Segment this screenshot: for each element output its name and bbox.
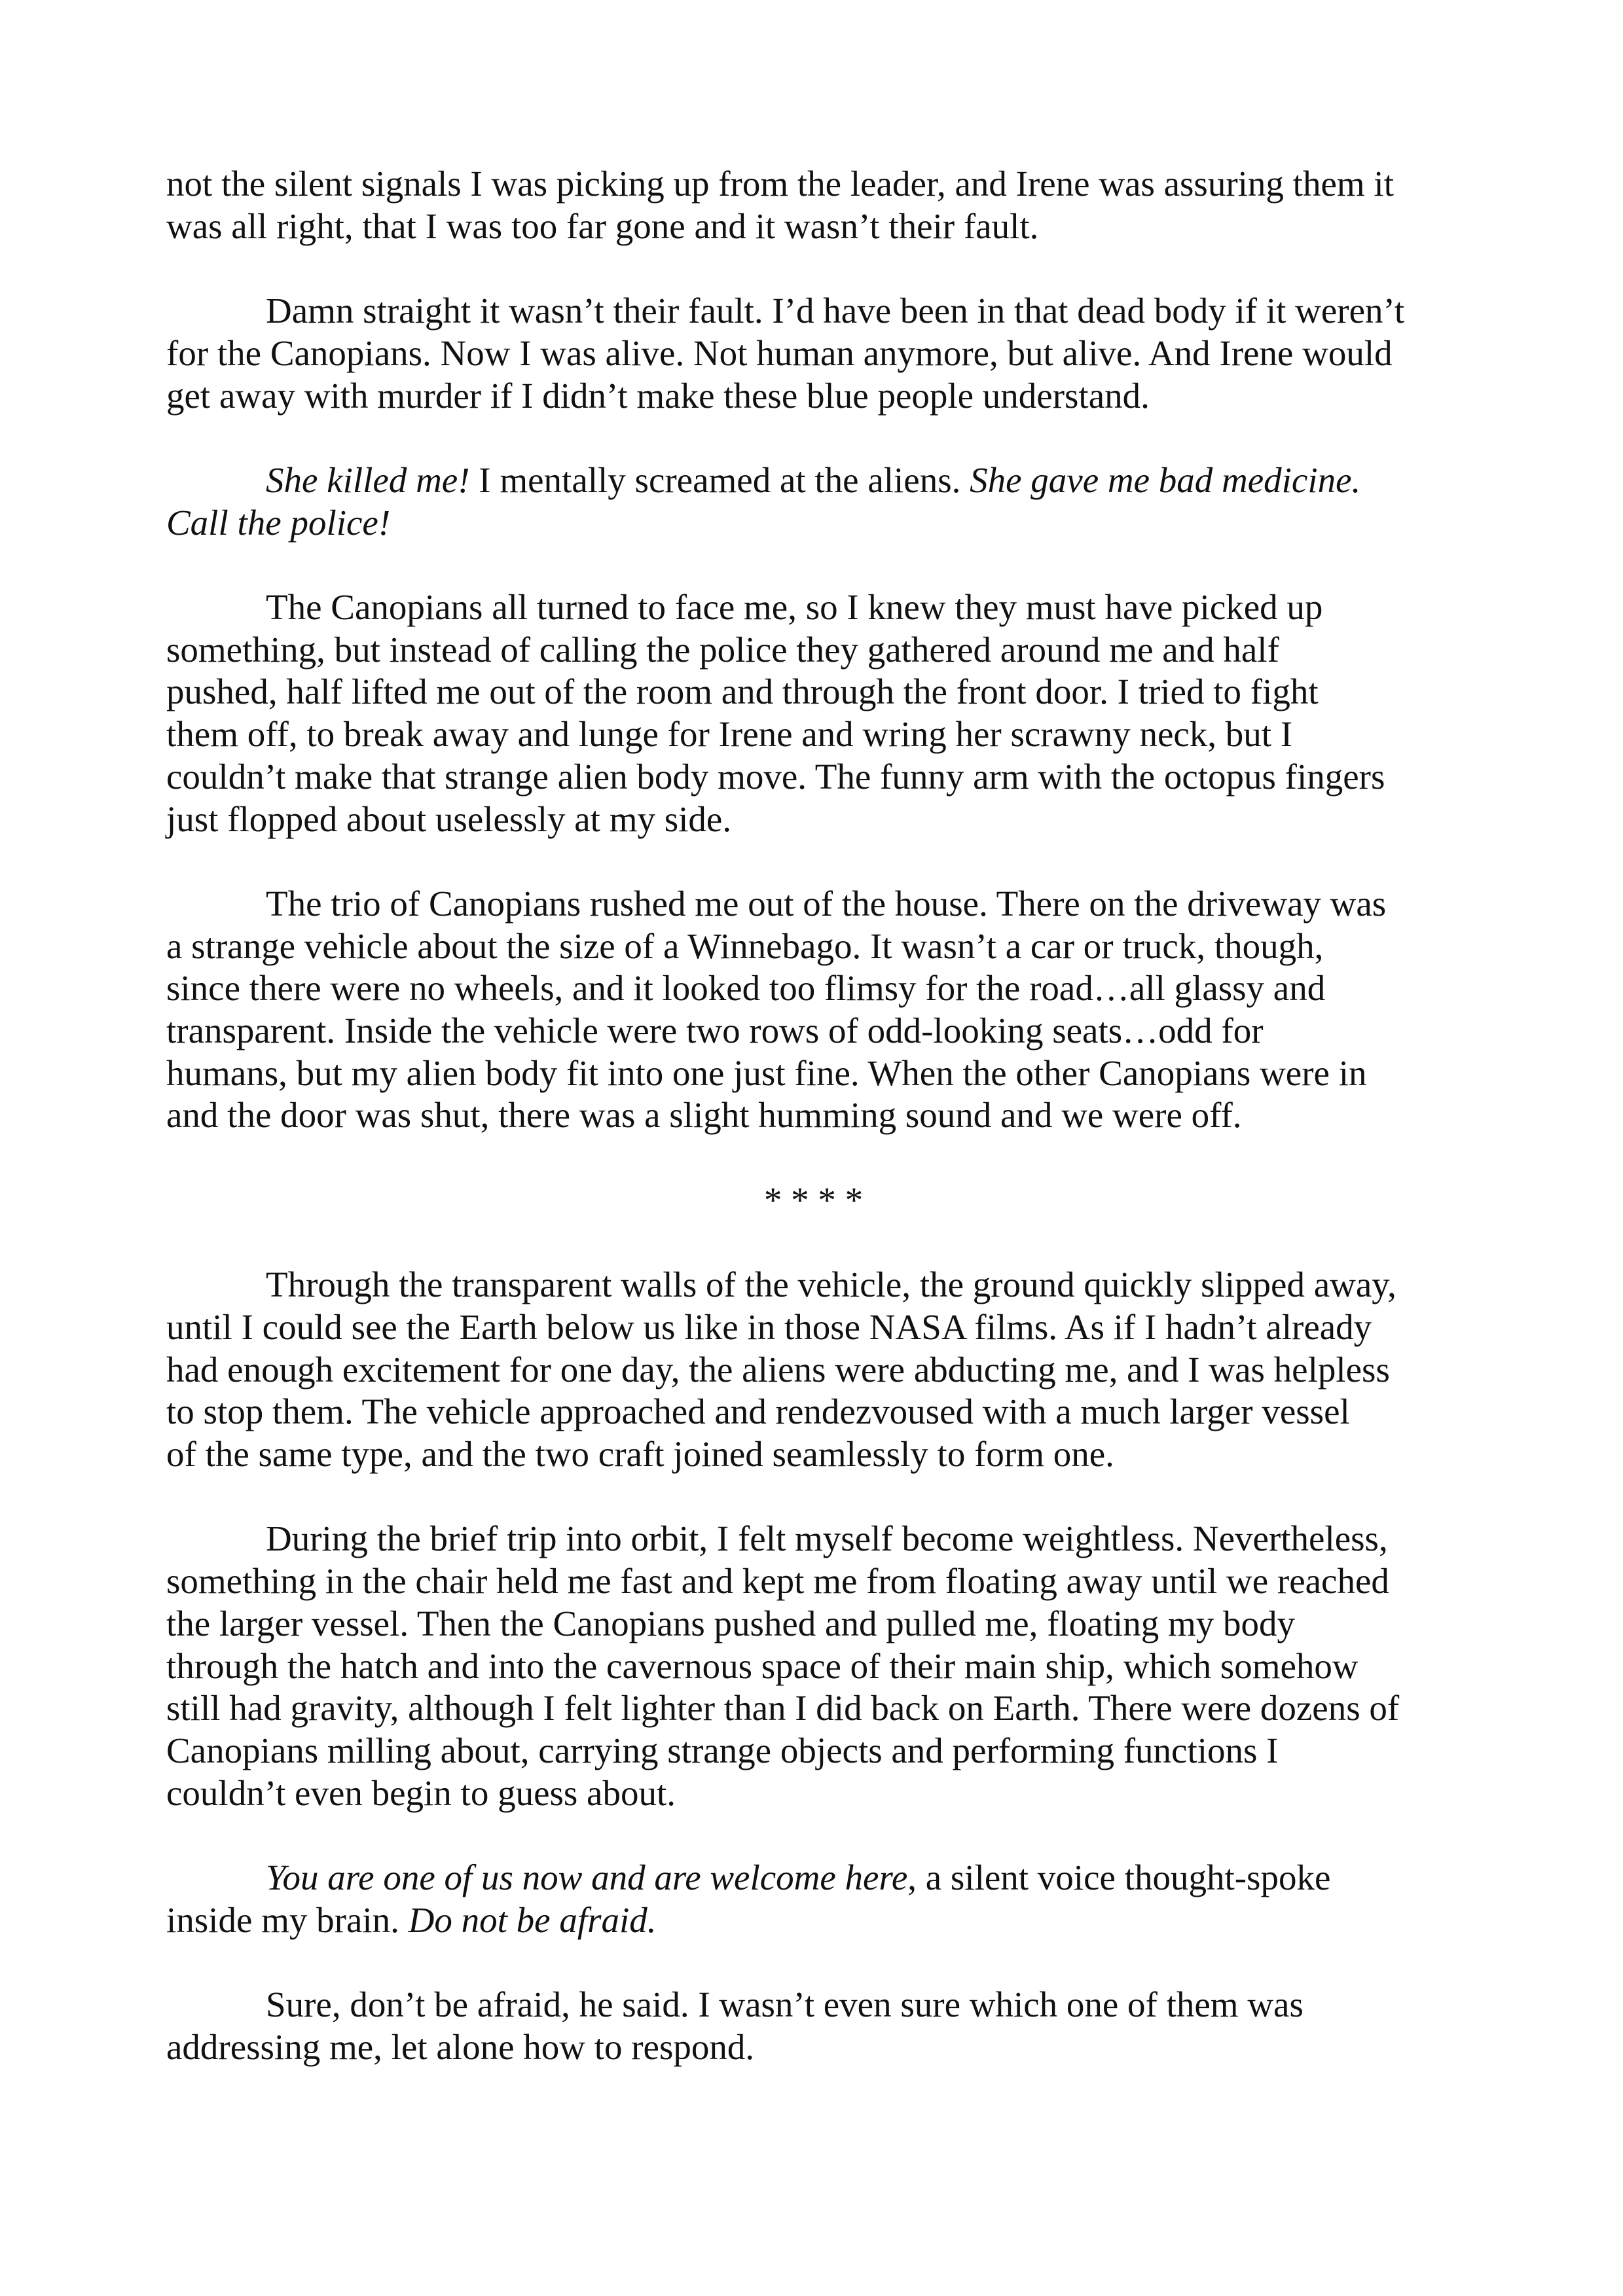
text-line [166, 1179, 1461, 1222]
text-segment: to stop them. The vehicle approached and rendezvoused with a much larger vessel [166, 1391, 1350, 1432]
text-segment: through the hatch and into the cavernous space of their main ship, which somehow [166, 1645, 1359, 1686]
text-segment: something, but instead of calling the police they gathered around me and half [166, 629, 1279, 670]
text-line [166, 459, 1476, 502]
text-segment: get away with murder if I didn’t make these blue people understand. [166, 375, 1150, 416]
text-segment: inside my brain. [166, 1899, 409, 1940]
text-segment: of the same type, and the two craft joined seamlessly to form one. [166, 1434, 1114, 1474]
text-segment: Through the transparent walls of the vehicle, the ground quickly slipped away, [266, 1265, 1396, 1305]
text-segment: Damn straight it wasn’t their fault. I’d have been in that dead body if it weren’t [266, 291, 1405, 331]
italic-text: Call the police! [166, 502, 391, 543]
text-line [166, 290, 1476, 332]
paragraph [166, 1264, 1476, 1476]
text-line [166, 1094, 1476, 1137]
text-segment: transparent. Inside the vehicle were two rows of odd-looking seats…odd for [166, 1011, 1264, 1050]
text-segment: couldn’t make that strange alien body move. The funny arm with the octopus fingers [166, 756, 1385, 797]
text-line [166, 1518, 1476, 1560]
text-line [166, 1560, 1476, 1603]
paragraph [166, 1518, 1476, 1814]
text-line [166, 502, 1476, 545]
text-line [166, 883, 1476, 925]
paragraph [166, 883, 1476, 1137]
text-segment: something in the chair held me fast and kept me from floating away until we reached [166, 1561, 1389, 1602]
text-line [166, 1730, 1476, 1772]
text-line [166, 375, 1476, 418]
paragraph [166, 459, 1476, 544]
text-line [166, 332, 1476, 375]
text-segment: and the door was shut, there was a slight humming sound and we were off. [166, 1095, 1242, 1136]
paragraph [166, 1984, 1476, 2068]
text-segment: a strange vehicle about the size of a Winnebago. It wasn’t a car or truck, though, [166, 925, 1324, 966]
text-line [166, 1052, 1476, 1095]
text-line [166, 1984, 1476, 2026]
text-segment: not the silent signals I was picking up from the leader, and Irene was assuring them it [166, 164, 1394, 204]
document-page [166, 163, 1476, 2111]
text-segment: addressing me, let alone how to respond. [166, 2026, 755, 2067]
text-line [166, 1264, 1476, 1306]
text-line [166, 1645, 1476, 1688]
text-segment: , a silent voice thought-spoke [907, 1857, 1331, 1897]
text-segment: Sure, don’t be afraid, he said. I wasn’t even sure which one of them was [266, 1984, 1304, 2025]
text-segment: pushed, half lifted me out of the room and through the front door. I tried to fight [166, 672, 1319, 712]
text-line [166, 586, 1476, 629]
text-line [166, 1687, 1476, 1730]
text-line [166, 206, 1476, 248]
text-line [166, 671, 1476, 713]
text-line [166, 1391, 1476, 1433]
text-line [166, 967, 1476, 1010]
text-segment: until I could see the Earth below us like in those NASA films. As if I hadn’t already [166, 1306, 1372, 1347]
text-segment: was all right, that I was too far gone and it wasn’t their fault. [166, 206, 1039, 246]
text-segment: couldn’t even begin to guess about. [166, 1772, 676, 1813]
text-line [166, 1899, 1476, 1942]
text-segment: the larger vessel. Then the Canopians pushed and pulled me, floating my body [166, 1603, 1295, 1643]
text-segment: humans, but my alien body fit into one just fine. When the other Canopians were in [166, 1052, 1367, 1093]
text-line [166, 756, 1476, 798]
text-segment: * * * * [763, 1179, 864, 1220]
text-segment: still had gravity, although I felt lighter than I did back on Earth. There were dozens of [166, 1688, 1400, 1729]
text-line [166, 925, 1476, 968]
italic-text: You are one of us now and are welcome here [266, 1857, 908, 1897]
text-segment: I mentally screamed at the aliens. [469, 459, 970, 500]
paragraph [166, 586, 1476, 840]
italic-text: She killed me! [266, 459, 470, 500]
text-segment: During the brief trip into orbit, I felt myself become weightless. Nevertheless, [266, 1518, 1388, 1559]
paragraph [166, 1857, 1476, 1941]
text-line [166, 629, 1476, 672]
paragraph [166, 290, 1476, 417]
text-line [166, 1772, 1476, 1815]
text-segment: them off, to break away and lunge for Irene and wring her scrawny neck, but I [166, 714, 1293, 755]
text-line [166, 1306, 1476, 1349]
text-segment: for the Canopians. Now I was alive. Not human anymore, but alive. And Irene would [166, 332, 1393, 373]
text-line [166, 713, 1476, 756]
text-segment: The trio of Canopians rushed me out of the house. There on the driveway was [266, 883, 1387, 924]
text-line [166, 2026, 1476, 2069]
text-line [166, 163, 1476, 206]
text-line [166, 1857, 1476, 1899]
text-segment: Canopians milling about, carrying strange objects and performing functions I [166, 1730, 1279, 1770]
text-segment: since there were no wheels, and it looked too flimsy for the road…all glassy and [166, 968, 1326, 1009]
text-line [166, 798, 1476, 841]
text-line [166, 1349, 1476, 1391]
section-separator [166, 1179, 1461, 1222]
text-segment: The Canopians all turned to face me, so I knew they must have picked up [266, 586, 1323, 627]
text-line [166, 1433, 1476, 1476]
text-line [166, 1603, 1476, 1645]
text-segment: had enough excitement for one day, the aliens were abducting me, and I was helpless [166, 1349, 1390, 1390]
text-line [166, 1010, 1476, 1052]
paragraph [166, 163, 1476, 247]
italic-text: Do not be afraid. [408, 1899, 657, 1940]
italic-text: She gave me bad medicine. [970, 459, 1361, 500]
text-segment: just flopped about uselessly at my side. [166, 798, 732, 839]
